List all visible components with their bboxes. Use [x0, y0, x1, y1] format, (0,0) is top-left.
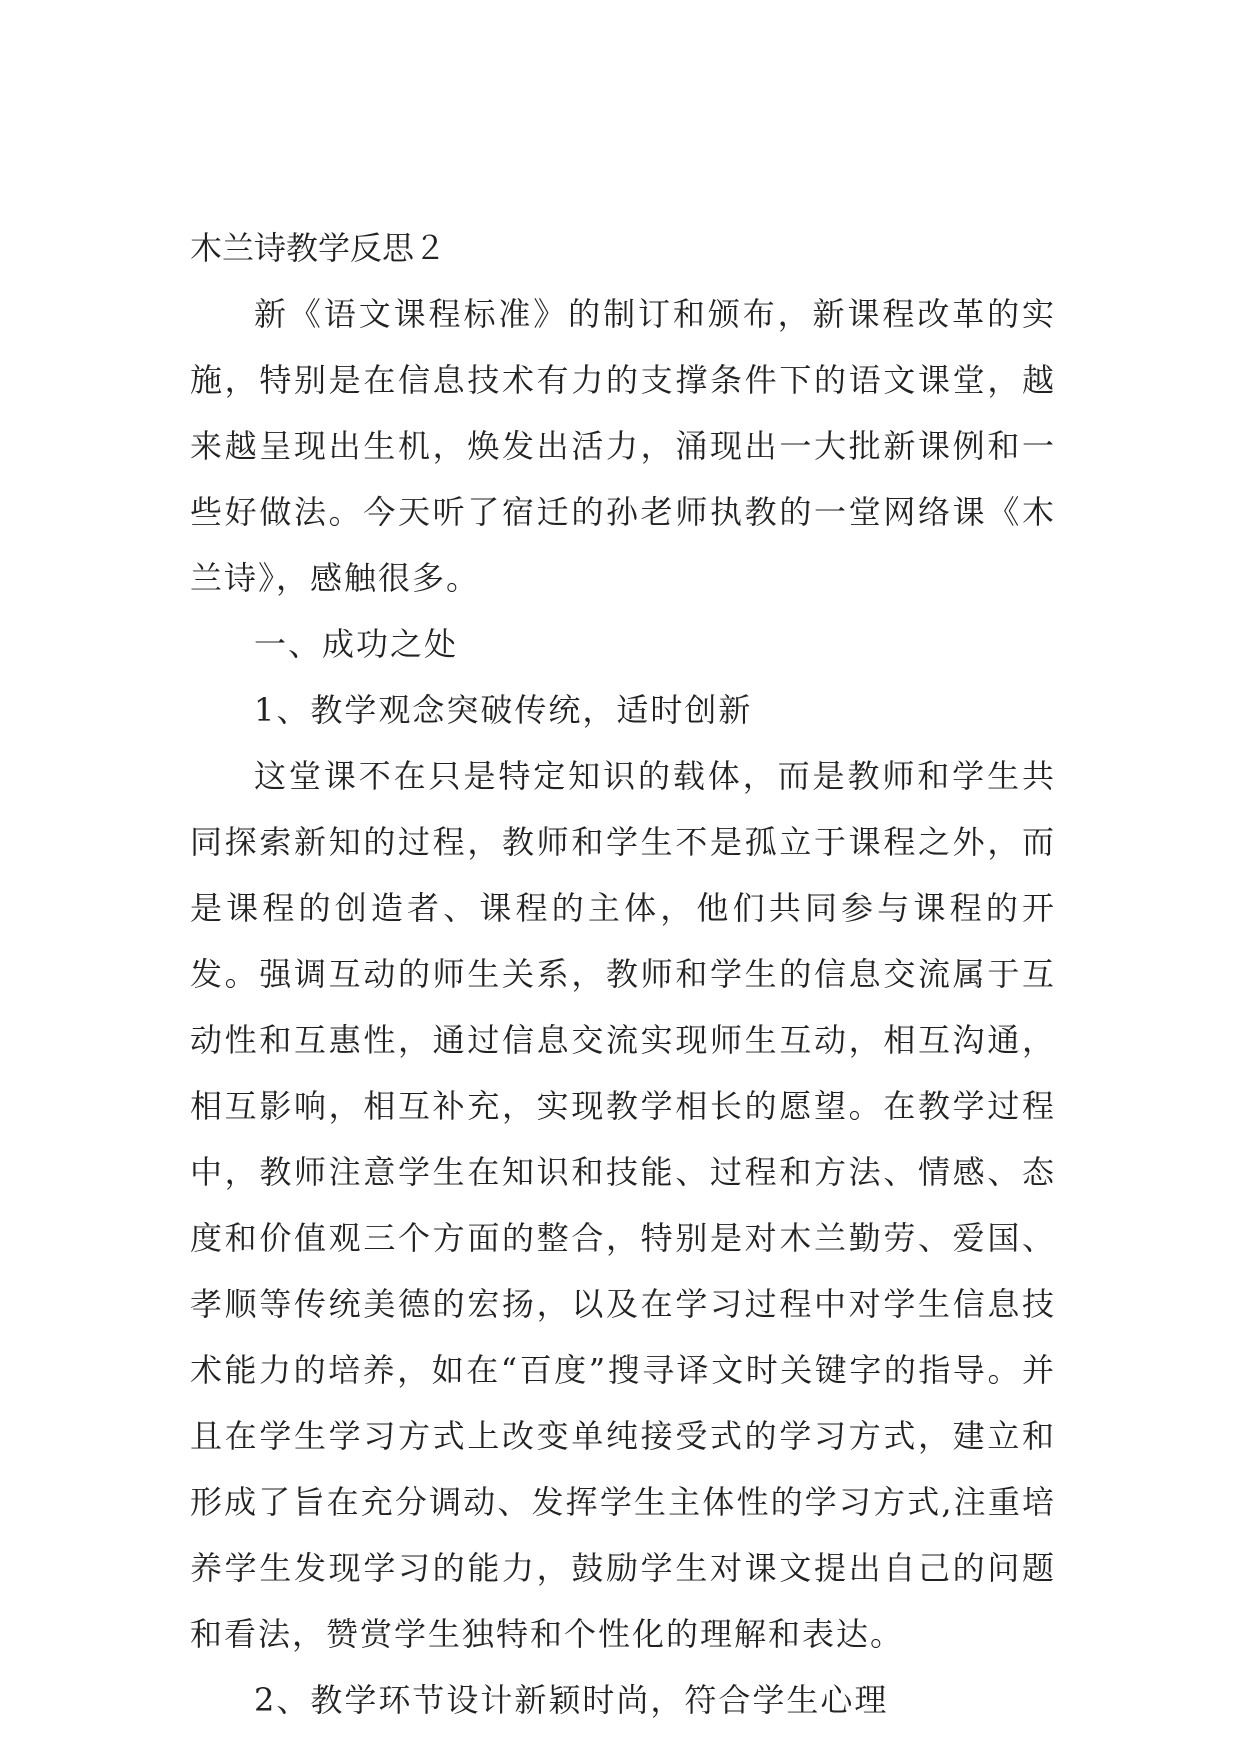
document-page — [190, 215, 1056, 1733]
point-heading-2: 2、教学环节设计新颖时尚，符合学生心理 — [254, 1681, 889, 1719]
point-heading-1: 1、教学观念突破传统，适时创新 — [254, 691, 753, 729]
document-title: 木兰诗教学反思２ — [190, 229, 447, 267]
point-body-1: 这堂课不在只是特定知识的载体，而是教师和学生共同探索新知的过程，教师和学生不是孤立于课程之外，而是课程的创造者、课程的主体，他们共同参与课程的开发。强调互动的师生关系，教师和学生的信息交流属于互动性和互惠性，通过信息交流实现师生互动，相互沟通，相互影响，相互补充，实现教学相长的愿望。在教学过程中，教师注意学生在知识和技能、过程和方法、情感、态度和价值观三个方面的整合，特别是对木兰勤劳、爱国、孝顺等传统美德的宏扬，以及在学习过程中对学生信息技术能力的培养，如在“百度”搜寻译文时关键字的指导。并且在学生学习方式上改变单纯接受式的学习方式，建立和形成了旨在充分调动、发挥学生主体性的学习方式,注重培养学生发现学习的能力，鼓励学生对课文提出自己的问题和看法，赞赏学生独特和个性化的理解和表达。 — [190, 757, 1056, 1653]
intro-paragraph: 新《语文课程标准》的制订和颁布，新课程改革的实施，特别是在信息技术有力的支撑条件下的语文课堂，越来越呈现出生机，焕发出活力，涌现出一大批新课例和一些好做法。今天听了宿迁的孙老师执教的一堂网络课《木兰诗》，感触很多。 — [190, 295, 1056, 597]
section-heading-success: 一、成功之处 — [254, 625, 459, 663]
